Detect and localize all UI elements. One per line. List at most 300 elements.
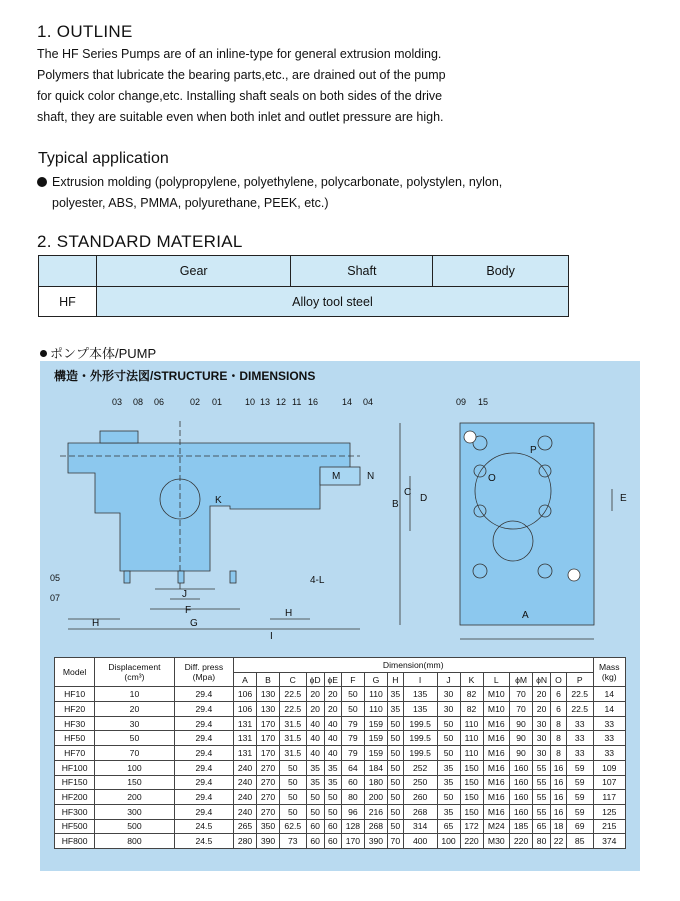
table-cell: M16 [483, 775, 510, 790]
table-cell: 50 [387, 804, 403, 819]
svg-text:01: 01 [212, 397, 223, 407]
table-cell: 107 [593, 775, 626, 790]
pump-drawing [40, 361, 640, 657]
table-cell: 18 [551, 819, 567, 834]
table-cell: 50 [280, 804, 307, 819]
table-row [55, 775, 626, 790]
table-row [55, 687, 626, 702]
table-cell: 70 [387, 834, 403, 849]
outline-line: The HF Series Pumps are of an inline-type for general extrusion molding. [37, 47, 442, 61]
svg-text:E: E [620, 493, 627, 504]
table-cell: M16 [483, 731, 510, 746]
table-cell: 20 [324, 687, 341, 702]
svg-text:K: K [215, 495, 222, 506]
table-cell: 270 [257, 804, 280, 819]
outline-paragraph [37, 44, 597, 128]
dims-col-header: A [234, 672, 257, 687]
svg-text:4-L: 4-L [310, 575, 325, 586]
table-cell: 35 [437, 775, 460, 790]
model-cell: HF50 [55, 731, 95, 746]
table-cell: 216 [364, 804, 387, 819]
table-cell: 131 [234, 746, 257, 761]
table-cell: 260 [403, 790, 437, 805]
table-cell: 172 [460, 819, 483, 834]
table-cell: 59 [566, 760, 593, 775]
table-cell: M16 [483, 760, 510, 775]
table-cell: 70 [510, 687, 533, 702]
table-cell: 400 [403, 834, 437, 849]
outline-line: Polymers that lubricate the bearing parts,etc., are drained out of the pump [37, 68, 446, 82]
dims-col-header: C [280, 672, 307, 687]
model-cell: HF150 [55, 775, 95, 790]
table-cell: 85 [566, 834, 593, 849]
table-cell: 31.5 [280, 716, 307, 731]
table-cell: 30 [533, 731, 551, 746]
table-cell: 90 [510, 746, 533, 761]
table-cell: 300 [95, 804, 175, 819]
table-cell: 73 [280, 834, 307, 849]
table-cell: 79 [341, 731, 364, 746]
table-cell: 40 [324, 731, 341, 746]
table-cell: 35 [306, 760, 324, 775]
table-cell: 240 [234, 790, 257, 805]
table-cell: 33 [566, 746, 593, 761]
dims-col-header: K [460, 672, 483, 687]
material-heading: 2. STANDARD MATERIAL [37, 232, 243, 251]
table-cell: 20 [533, 702, 551, 717]
bullet-dot-icon [40, 350, 47, 357]
table-cell: 160 [510, 790, 533, 805]
table-cell: 35 [387, 687, 403, 702]
table-cell: 240 [234, 760, 257, 775]
table-cell: 270 [257, 760, 280, 775]
material-row-label: HF [39, 287, 97, 317]
table-cell: 50 [341, 702, 364, 717]
svg-text:13: 13 [260, 397, 271, 407]
table-cell: 22.5 [566, 687, 593, 702]
table-cell: 150 [460, 760, 483, 775]
svg-text:03: 03 [112, 397, 123, 407]
dims-col-header: L [483, 672, 510, 687]
table-cell: 110 [364, 702, 387, 717]
table-cell: 40 [306, 731, 324, 746]
table-cell: 220 [510, 834, 533, 849]
table-cell: 80 [533, 834, 551, 849]
table-cell: 150 [460, 804, 483, 819]
dims-col-header: ϕD [306, 672, 324, 687]
table-cell: 128 [341, 819, 364, 834]
table-cell: 33 [566, 716, 593, 731]
svg-text:H: H [92, 618, 100, 629]
svg-text:02: 02 [190, 397, 201, 407]
table-cell: 29.4 [174, 687, 233, 702]
svg-text:14: 14 [342, 397, 353, 407]
table-cell: 33 [566, 731, 593, 746]
table-cell: 50 [306, 804, 324, 819]
table-cell: M16 [483, 716, 510, 731]
table-cell: 270 [257, 790, 280, 805]
table-cell: 60 [306, 819, 324, 834]
outline-line: shaft, they are suitable even when both inlet and outlet pressure are high. [37, 110, 444, 124]
table-cell: 50 [437, 746, 460, 761]
table-cell: 110 [460, 746, 483, 761]
svg-text:J: J [182, 589, 187, 600]
outline-line: for quick color change,etc. Installing shaft seals on both sides of the drive [37, 89, 443, 103]
table-cell: 22 [551, 834, 567, 849]
table-cell: 170 [257, 716, 280, 731]
svg-text:O: O [488, 473, 496, 484]
table-cell: 250 [403, 775, 437, 790]
svg-text:12: 12 [276, 397, 287, 407]
table-cell: M10 [483, 702, 510, 717]
material-header-cell [39, 256, 97, 287]
table-cell: 6 [551, 687, 567, 702]
dims-col-header: F [341, 672, 364, 687]
table-cell: 8 [551, 716, 567, 731]
table-cell: 200 [364, 790, 387, 805]
table-cell: 50 [387, 760, 403, 775]
model-cell: HF300 [55, 804, 95, 819]
model-cell: HF70 [55, 746, 95, 761]
table-cell: 20 [95, 702, 175, 717]
table-cell: 35 [437, 760, 460, 775]
table-cell: 200 [95, 790, 175, 805]
table-cell: 159 [364, 716, 387, 731]
table-cell: 22.5 [280, 702, 307, 717]
model-cell: HF200 [55, 790, 95, 805]
svg-text:M: M [332, 471, 341, 482]
structure-title: 構造・外形寸法図/STRUCTURE・DIMENSIONS [54, 369, 316, 383]
table-cell: 20 [533, 687, 551, 702]
table-cell: 55 [533, 790, 551, 805]
table-cell: 160 [510, 804, 533, 819]
table-cell: 185 [510, 819, 533, 834]
table-cell: 50 [437, 716, 460, 731]
table-cell: 220 [460, 834, 483, 849]
svg-text:15: 15 [478, 397, 489, 407]
table-cell: 8 [551, 746, 567, 761]
table-cell: 59 [566, 775, 593, 790]
svg-text:07: 07 [50, 593, 61, 603]
dims-col-header: J [437, 672, 460, 687]
model-cell: HF30 [55, 716, 95, 731]
table-cell: 131 [234, 731, 257, 746]
table-cell: 215 [593, 819, 626, 834]
table-cell: 270 [257, 775, 280, 790]
model-cell: HF10 [55, 687, 95, 702]
table-cell: 90 [510, 731, 533, 746]
table-cell: 106 [234, 702, 257, 717]
svg-text:10: 10 [245, 397, 256, 407]
table-row [55, 790, 626, 805]
table-cell: 125 [593, 804, 626, 819]
application-bullet [37, 172, 637, 214]
table-cell: 110 [460, 716, 483, 731]
table-cell: 70 [95, 746, 175, 761]
table-cell: 117 [593, 790, 626, 805]
table-cell: M16 [483, 804, 510, 819]
dims-col-header: B [257, 672, 280, 687]
table-cell: 170 [257, 731, 280, 746]
model-cell: HF100 [55, 760, 95, 775]
table-cell: 31.5 [280, 731, 307, 746]
side-view-cap [100, 431, 138, 443]
table-cell: 50 [341, 687, 364, 702]
table-cell: 96 [341, 804, 364, 819]
table-cell: 252 [403, 760, 437, 775]
svg-text:04: 04 [363, 397, 374, 407]
table-cell: 55 [533, 775, 551, 790]
table-cell: 14 [593, 687, 626, 702]
application-text: Extrusion molding (polypropylene, polyethylene, polycarbonate, polystylen, nylon, [52, 175, 503, 189]
table-cell: 30 [533, 716, 551, 731]
table-cell: 240 [234, 775, 257, 790]
svg-text:I: I [270, 631, 273, 642]
table-cell: 50 [324, 790, 341, 805]
dims-col-header: ϕM [510, 672, 533, 687]
table-cell: 50 [95, 731, 175, 746]
table-cell: 30 [437, 702, 460, 717]
table-cell: 110 [460, 731, 483, 746]
table-cell: 33 [593, 731, 626, 746]
svg-text:H: H [285, 608, 293, 619]
table-cell: 40 [324, 716, 341, 731]
table-cell: 59 [566, 804, 593, 819]
table-cell: M10 [483, 687, 510, 702]
table-cell: 35 [437, 804, 460, 819]
table-cell: 100 [95, 760, 175, 775]
table-row [55, 819, 626, 834]
front-view-body [460, 423, 594, 625]
table-cell: 100 [437, 834, 460, 849]
table-cell: 268 [364, 819, 387, 834]
table-cell: 64 [341, 760, 364, 775]
pump-panel [40, 361, 640, 871]
svg-text:P: P [530, 445, 537, 456]
table-cell: 30 [533, 746, 551, 761]
material-header-row [39, 256, 569, 287]
model-cell: HF500 [55, 819, 95, 834]
svg-text:A: A [522, 610, 529, 621]
bullet-dot-icon [37, 177, 47, 187]
dims-header-model: Model [55, 658, 95, 687]
table-cell: 29.4 [174, 804, 233, 819]
table-cell: M16 [483, 746, 510, 761]
svg-text:11: 11 [292, 397, 302, 407]
material-row [39, 287, 569, 317]
table-cell: 30 [437, 687, 460, 702]
table-cell: 30 [95, 716, 175, 731]
side-view-body [68, 443, 350, 571]
table-cell: 10 [95, 687, 175, 702]
table-cell: 180 [364, 775, 387, 790]
table-cell: 159 [364, 746, 387, 761]
table-cell: 350 [257, 819, 280, 834]
dims-header-pressure: Diff. press (Mpa) [174, 658, 233, 687]
table-cell: 29.4 [174, 702, 233, 717]
table-row [55, 804, 626, 819]
table-cell: 240 [234, 804, 257, 819]
table-cell: 59 [566, 790, 593, 805]
table-cell: 22.5 [280, 687, 307, 702]
table-cell: 390 [257, 834, 280, 849]
material-header-cell: Gear [96, 256, 291, 287]
table-cell: 29.4 [174, 716, 233, 731]
table-cell: 160 [510, 760, 533, 775]
table-cell: 314 [403, 819, 437, 834]
dims-col-header: O [551, 672, 567, 687]
table-cell: 268 [403, 804, 437, 819]
table-cell: 35 [387, 702, 403, 717]
table-cell: 184 [364, 760, 387, 775]
table-cell: 16 [551, 804, 567, 819]
table-cell: 33 [593, 716, 626, 731]
table-cell: 33 [593, 746, 626, 761]
table-cell: 150 [95, 775, 175, 790]
table-cell: 35 [306, 775, 324, 790]
table-cell: 29.4 [174, 760, 233, 775]
table-cell: 22.5 [566, 702, 593, 717]
table-cell: 14 [593, 702, 626, 717]
table-cell: 109 [593, 760, 626, 775]
material-header-cell: Body [433, 256, 569, 287]
table-cell: 199.5 [403, 746, 437, 761]
svg-text:G: G [190, 618, 198, 629]
table-cell: 55 [533, 760, 551, 775]
application-heading: Typical application [38, 150, 169, 167]
outline-heading: 1. OUTLINE [37, 22, 133, 41]
table-cell: 16 [551, 775, 567, 790]
svg-text:09: 09 [456, 397, 467, 407]
table-cell: 170 [341, 834, 364, 849]
table-cell: 82 [460, 687, 483, 702]
table-cell: 390 [364, 834, 387, 849]
table-cell: 50 [437, 731, 460, 746]
dims-col-header: ϕE [324, 672, 341, 687]
svg-text:D: D [420, 493, 428, 504]
svg-text:08: 08 [133, 397, 144, 407]
table-row [55, 716, 626, 731]
table-cell: 60 [341, 775, 364, 790]
dims-body [55, 687, 626, 849]
table-cell: M16 [483, 790, 510, 805]
table-cell: 199.5 [403, 716, 437, 731]
table-cell: 35 [324, 775, 341, 790]
table-cell: 50 [324, 804, 341, 819]
table-cell: 20 [306, 702, 324, 717]
table-cell: 31.5 [280, 746, 307, 761]
table-cell: 40 [306, 746, 324, 761]
table-cell: 79 [341, 716, 364, 731]
table-cell: 50 [280, 775, 307, 790]
table-cell: 135 [403, 702, 437, 717]
table-cell: 20 [324, 702, 341, 717]
table-cell: 50 [387, 716, 403, 731]
table-row [55, 760, 626, 775]
table-cell: 159 [364, 731, 387, 746]
table-cell: 50 [280, 760, 307, 775]
dims-col-header: H [387, 672, 403, 687]
table-cell: 500 [95, 819, 175, 834]
table-cell: 50 [387, 790, 403, 805]
material-row-value: Alloy tool steel [96, 287, 568, 317]
table-cell: 374 [593, 834, 626, 849]
table-cell: 29.4 [174, 790, 233, 805]
table-cell: 150 [460, 790, 483, 805]
table-cell: 130 [257, 702, 280, 717]
dims-col-header: G [364, 672, 387, 687]
table-cell: 110 [364, 687, 387, 702]
table-cell: M30 [483, 834, 510, 849]
svg-text:B: B [392, 499, 399, 510]
svg-text:16: 16 [308, 397, 319, 407]
table-cell: 55 [533, 804, 551, 819]
dims-col-header: I [403, 672, 437, 687]
table-cell: 6 [551, 702, 567, 717]
svg-text:05: 05 [50, 573, 61, 583]
table-cell: 82 [460, 702, 483, 717]
table-cell: 130 [257, 687, 280, 702]
dims-col-header: ϕN [533, 672, 551, 687]
dims-header-dimension: Dimension(mm) [234, 658, 594, 673]
table-cell: 150 [460, 775, 483, 790]
table-cell: 131 [234, 716, 257, 731]
table-cell: 62.5 [280, 819, 307, 834]
table-cell: 50 [280, 790, 307, 805]
table-cell: 29.4 [174, 746, 233, 761]
table-cell: 50 [437, 790, 460, 805]
table-row [55, 746, 626, 761]
model-cell: HF20 [55, 702, 95, 717]
table-row [55, 731, 626, 746]
table-cell: 69 [566, 819, 593, 834]
table-cell: 24.5 [174, 819, 233, 834]
table-cell: M24 [483, 819, 510, 834]
table-cell: 8 [551, 731, 567, 746]
table-cell: 280 [234, 834, 257, 849]
application-text-cont: polyester, ABS, PMMA, polyurethane, PEEK, etc.) [52, 196, 329, 210]
material-table [38, 255, 569, 317]
table-cell: 135 [403, 687, 437, 702]
table-row [55, 702, 626, 717]
table-cell: 65 [437, 819, 460, 834]
table-cell: 29.4 [174, 775, 233, 790]
table-cell: 80 [341, 790, 364, 805]
table-cell: 79 [341, 746, 364, 761]
dims-header-mass: Mass (kg) [593, 658, 626, 687]
pump-caption-text: ポンプ本体/PUMP [50, 346, 157, 361]
svg-text:F: F [185, 605, 192, 616]
dims-header-row [55, 658, 626, 673]
svg-text:06: 06 [154, 397, 165, 407]
table-cell: 160 [510, 775, 533, 790]
table-cell: 800 [95, 834, 175, 849]
table-cell: 199.5 [403, 731, 437, 746]
table-cell: 50 [387, 731, 403, 746]
table-cell: 20 [306, 687, 324, 702]
material-header-cell: Shaft [291, 256, 433, 287]
model-cell: HF800 [55, 834, 95, 849]
table-cell: 50 [387, 819, 403, 834]
table-cell: 35 [324, 760, 341, 775]
table-cell: 50 [387, 746, 403, 761]
table-cell: 50 [387, 775, 403, 790]
table-cell: 29.4 [174, 731, 233, 746]
table-cell: 50 [306, 790, 324, 805]
table-row [55, 834, 626, 849]
table-cell: 106 [234, 687, 257, 702]
table-cell: 16 [551, 790, 567, 805]
